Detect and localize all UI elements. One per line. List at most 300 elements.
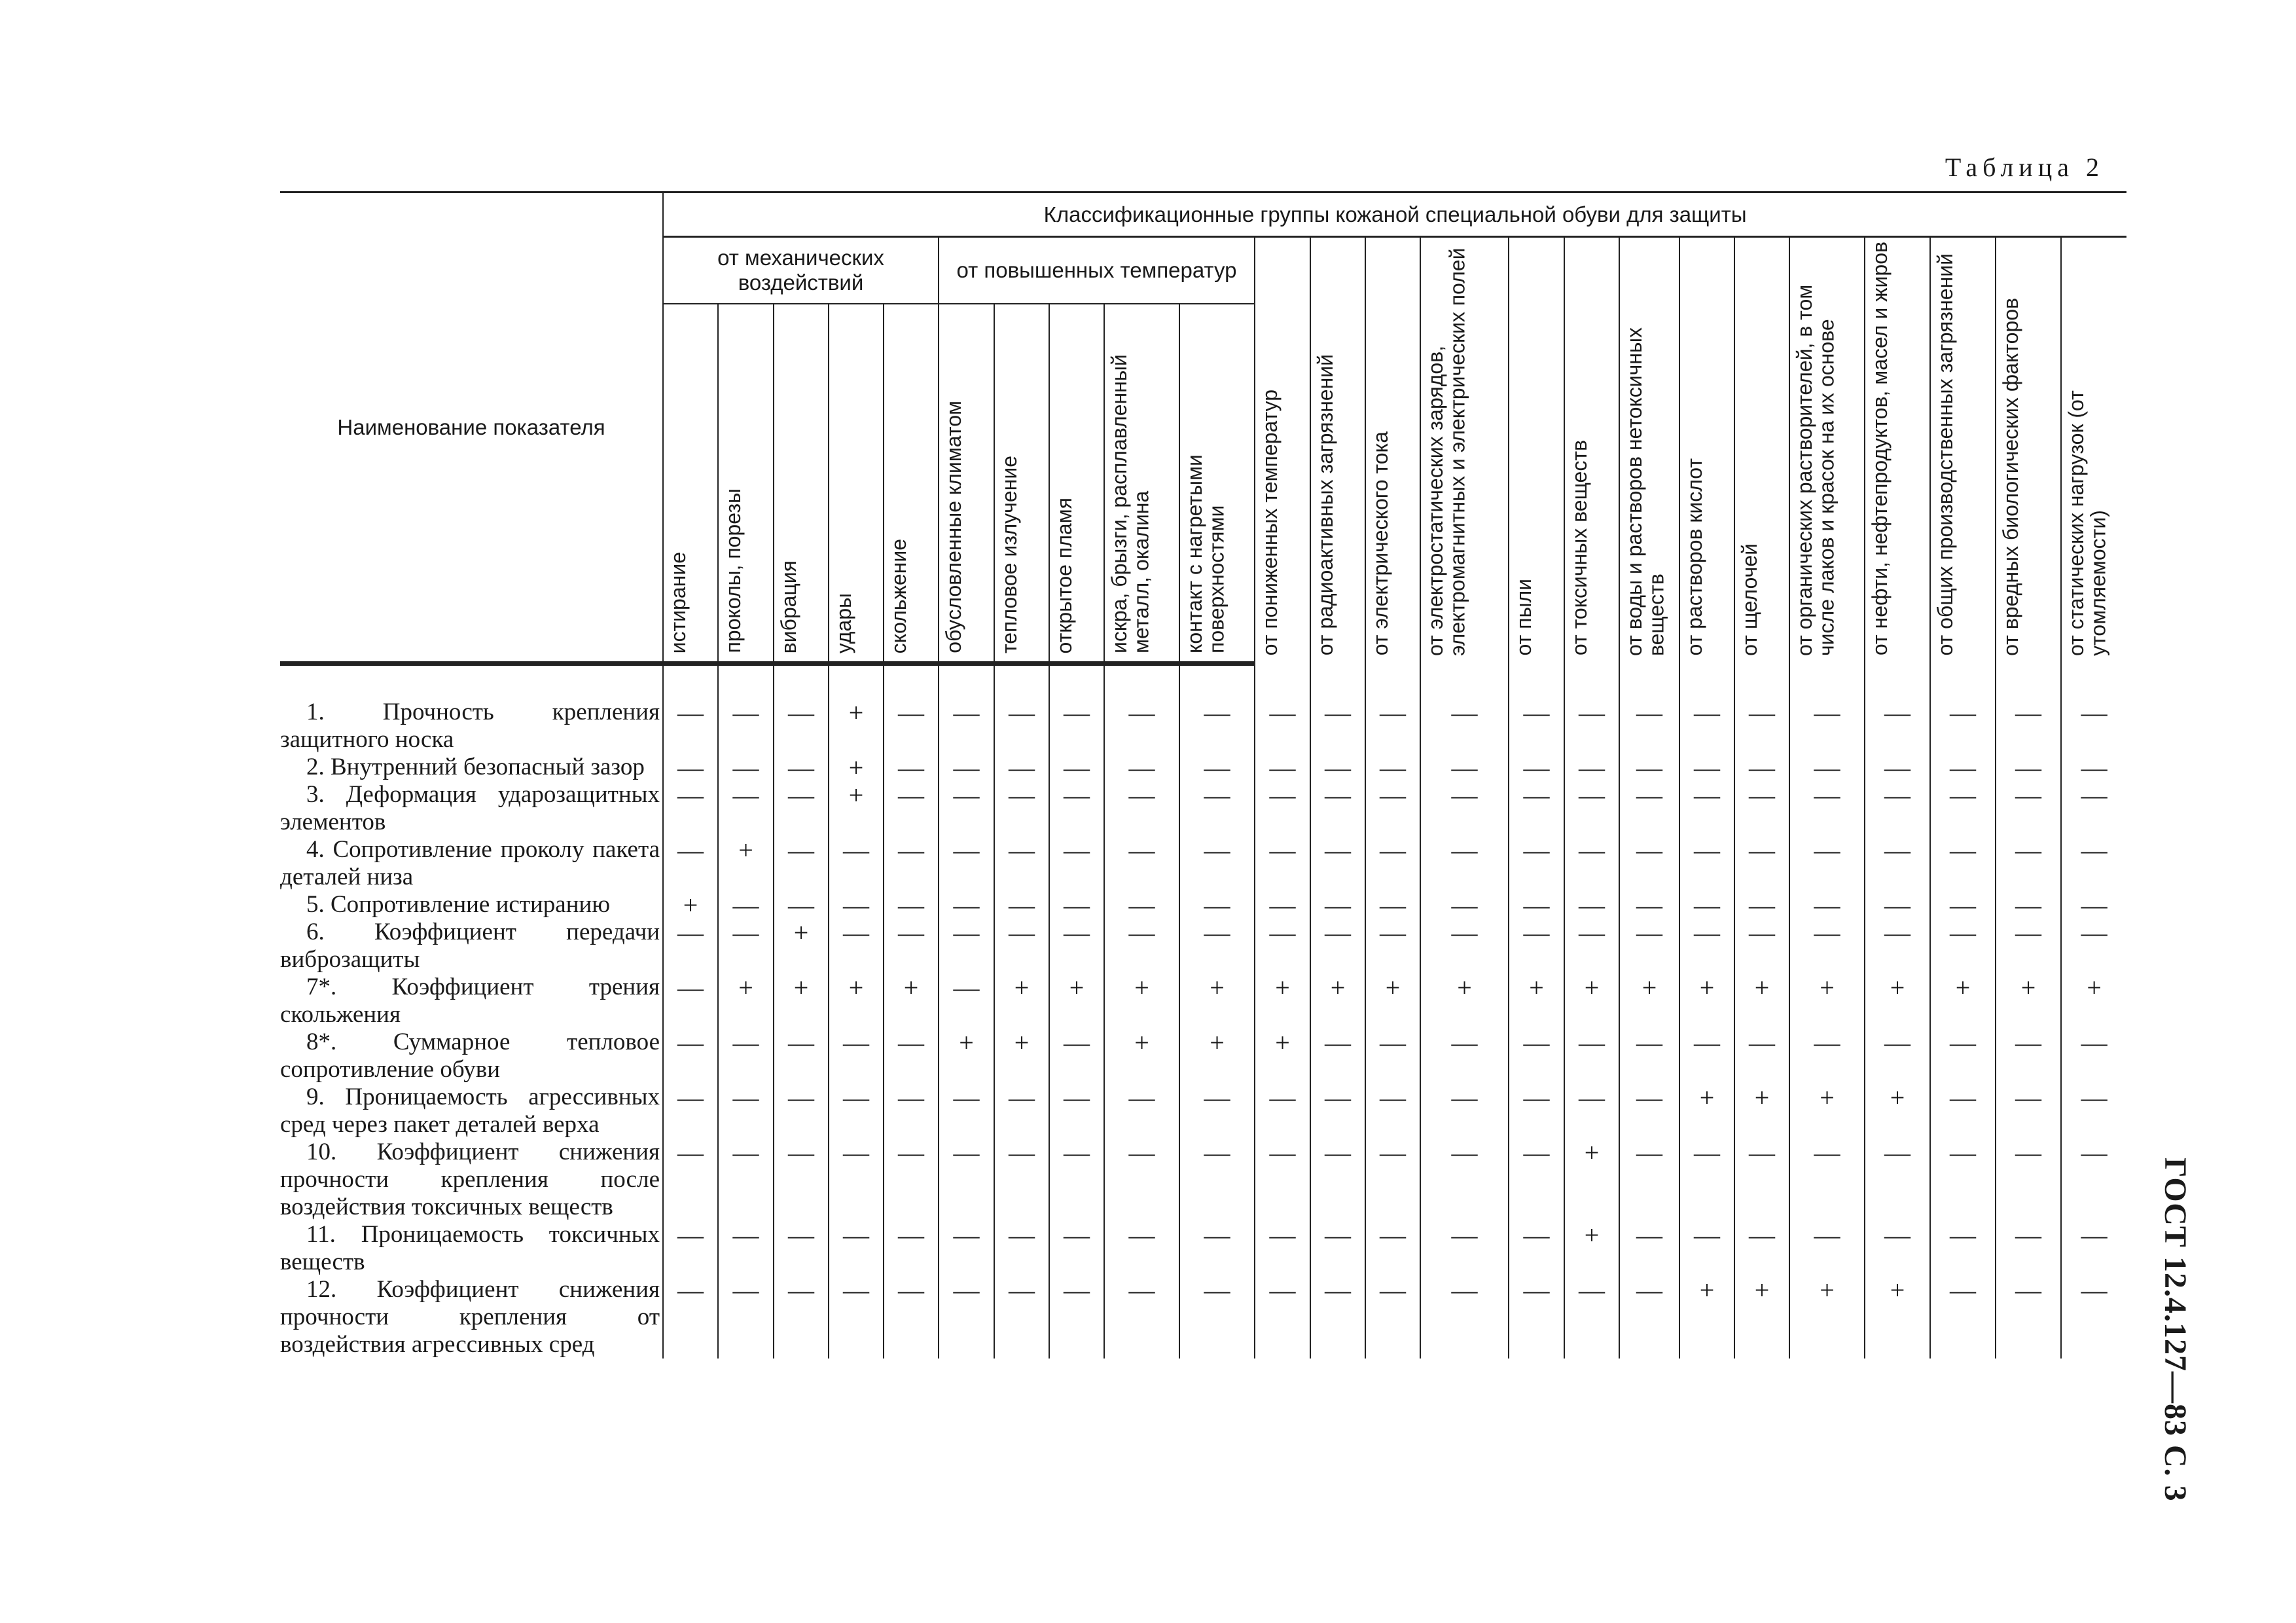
mark-cell: — <box>1679 1221 1734 1276</box>
mark-cell: — <box>1365 919 1420 974</box>
column-header-text: вибрация <box>777 560 800 653</box>
mark-cell: + <box>1734 1276 1789 1359</box>
mark-cell: — <box>1310 919 1365 974</box>
mark-cell: — <box>994 699 1049 754</box>
mark-cell: + <box>1865 1276 1930 1359</box>
table-row <box>280 891 2126 919</box>
mark-cell: — <box>939 754 994 781</box>
mark-cell: — <box>829 891 884 919</box>
mark-cell: — <box>718 1221 774 1276</box>
classification-table <box>280 191 2126 1359</box>
mark-cell: + <box>774 974 829 1029</box>
column-header-12 <box>1310 237 1365 664</box>
mark-cell: — <box>1509 781 1564 836</box>
mark-cell: — <box>1049 891 1104 919</box>
mark-cell: — <box>718 699 774 754</box>
mark-cell: — <box>1104 699 1179 754</box>
mark-cell: + <box>1049 974 1104 1029</box>
table-row <box>280 1084 2126 1139</box>
mark-cell: — <box>1049 781 1104 836</box>
table-row <box>280 1221 2126 1276</box>
row-indicator-name <box>280 1029 663 1084</box>
mark-cell: — <box>1255 1221 1310 1276</box>
mark-cell: — <box>663 699 718 754</box>
mark-cell: + <box>774 919 829 974</box>
mark-cell: — <box>1310 1139 1365 1221</box>
mark-cell: — <box>2061 891 2126 919</box>
mark-cell: — <box>1930 781 1996 836</box>
mark-cell: — <box>1930 1221 1996 1276</box>
column-header-4 <box>829 304 884 664</box>
mark-cell: — <box>1509 754 1564 781</box>
mark-cell: — <box>1619 699 1679 754</box>
mark-cell: — <box>939 1221 994 1276</box>
mark-cell: — <box>663 781 718 836</box>
mark-cell: — <box>1255 699 1310 754</box>
mark-cell: — <box>774 699 829 754</box>
mark-cell: — <box>1365 754 1420 781</box>
mark-cell: — <box>829 919 884 974</box>
mark-cell: — <box>994 1084 1049 1139</box>
mark-cell: — <box>1679 1139 1734 1221</box>
mark-cell: — <box>1179 919 1255 974</box>
mark-cell: — <box>663 919 718 974</box>
mark-cell: — <box>939 1139 994 1221</box>
mark-cell: + <box>994 974 1049 1029</box>
mark-cell: — <box>1104 1221 1179 1276</box>
table-row <box>280 919 2126 974</box>
mark-cell: — <box>2061 1139 2126 1221</box>
mark-cell: — <box>1509 891 1564 919</box>
mark-cell: — <box>1865 699 1930 754</box>
standard-side-label: ГОСТ 12.4.127—83 С. 3 <box>2158 1158 2193 1502</box>
mark-cell: + <box>1104 1029 1179 1084</box>
mark-cell: — <box>663 836 718 891</box>
mark-cell: — <box>1255 836 1310 891</box>
column-header-text: открытое пламя <box>1052 497 1076 653</box>
column-header-text: искра, брызги, расплавленный металл, окалина <box>1107 354 1153 653</box>
mark-cell: — <box>663 754 718 781</box>
mark-cell: — <box>1049 699 1104 754</box>
mark-cell: — <box>939 699 994 754</box>
mark-cell: — <box>1509 919 1564 974</box>
mark-cell: — <box>774 781 829 836</box>
row-indicator-name <box>280 974 663 1029</box>
mark-cell: — <box>1789 699 1865 754</box>
mark-cell: — <box>1420 919 1509 974</box>
mark-cell: — <box>939 836 994 891</box>
mark-cell: — <box>1789 836 1865 891</box>
row-indicator-name <box>280 781 663 836</box>
column-header-text: удары <box>832 593 855 653</box>
mark-cell: — <box>1930 919 1996 974</box>
mark-cell: — <box>1365 699 1420 754</box>
mark-cell: + <box>1679 974 1734 1029</box>
mark-cell: — <box>1996 754 2061 781</box>
column-header-11 <box>1255 237 1310 664</box>
mark-cell: + <box>829 974 884 1029</box>
mark-cell: + <box>1564 1221 1619 1276</box>
mark-cell: — <box>1049 754 1104 781</box>
mark-cell: — <box>1996 781 2061 836</box>
column-header-24 <box>2061 237 2126 664</box>
column-header-9 <box>1104 304 1179 664</box>
mark-cell: — <box>1365 1221 1420 1276</box>
mark-cell: — <box>1679 754 1734 781</box>
row-indicator-text: 10. Коэффициент снижения прочности крепления после воздействия токсичных веществ <box>280 1139 660 1220</box>
table-row <box>280 699 2126 754</box>
column-header-10 <box>1179 304 1255 664</box>
column-header-text: контакт с нагретыми поверхностями <box>1183 454 1229 653</box>
mark-cell: + <box>1789 1084 1865 1139</box>
mark-cell: + <box>829 699 884 754</box>
mark-cell: — <box>1996 1139 2061 1221</box>
column-header-text: от органических растворителей, в том числе лаков и красок на их основе <box>1793 284 1839 656</box>
row-indicator-text: 9. Проницаемость агрессивных сред через пакет деталей верха <box>280 1084 660 1138</box>
mark-cell: + <box>1930 974 1996 1029</box>
header-spacer <box>280 664 2126 699</box>
mark-cell: — <box>1179 836 1255 891</box>
mark-cell: + <box>1734 1084 1789 1139</box>
mark-cell: — <box>1619 891 1679 919</box>
mark-cell: — <box>1996 891 2061 919</box>
mark-cell: — <box>994 1139 1049 1221</box>
mark-cell: — <box>1420 1084 1509 1139</box>
column-header-8 <box>1049 304 1104 664</box>
mark-cell: — <box>663 1139 718 1221</box>
mark-cell: — <box>774 1139 829 1221</box>
mark-cell: — <box>1865 836 1930 891</box>
mark-cell: — <box>2061 1221 2126 1276</box>
mark-cell: — <box>1179 781 1255 836</box>
mark-cell: — <box>829 1139 884 1221</box>
mark-cell: + <box>1179 974 1255 1029</box>
mark-cell: — <box>1619 754 1679 781</box>
mark-cell: + <box>1865 1084 1930 1139</box>
row-indicator-name <box>280 891 663 919</box>
mark-cell: + <box>718 974 774 1029</box>
mark-cell: + <box>884 974 939 1029</box>
mark-cell: — <box>718 1276 774 1359</box>
mark-cell: — <box>1789 781 1865 836</box>
column-header-19 <box>1734 237 1789 664</box>
mark-cell: + <box>1310 974 1365 1029</box>
mark-cell: — <box>1734 1221 1789 1276</box>
mark-cell: + <box>994 1029 1049 1084</box>
mark-cell: — <box>1564 1029 1619 1084</box>
table-row <box>280 1276 2126 1359</box>
mark-cell: + <box>1789 1276 1865 1359</box>
group-header-mechanical-text: от механических воздействий <box>717 246 884 295</box>
mark-cell: — <box>1619 1139 1679 1221</box>
column-header-text: от радиоактивных загрязнений <box>1314 354 1337 656</box>
mark-cell: — <box>1104 836 1179 891</box>
mark-cell: — <box>774 1276 829 1359</box>
mark-cell: — <box>663 974 718 1029</box>
mark-cell: — <box>1619 1029 1679 1084</box>
mark-cell: — <box>1049 1139 1104 1221</box>
mark-cell: — <box>884 1221 939 1276</box>
group-header-temperature <box>939 237 1255 304</box>
mark-cell: + <box>1734 974 1789 1029</box>
mark-cell: — <box>1104 1276 1179 1359</box>
mark-cell: + <box>1679 1276 1734 1359</box>
mark-cell: — <box>1930 891 1996 919</box>
mark-cell: — <box>939 1276 994 1359</box>
mark-cell: — <box>1255 1139 1310 1221</box>
mark-cell: — <box>1789 891 1865 919</box>
column-header-text: от вредных биологических факторов <box>1999 297 2022 656</box>
name-column-header-text: Наименование показателя <box>337 414 605 439</box>
mark-cell: — <box>718 781 774 836</box>
mark-cell: — <box>1310 699 1365 754</box>
mark-cell: — <box>1509 699 1564 754</box>
mark-cell: — <box>718 1139 774 1221</box>
mark-cell: — <box>1679 699 1734 754</box>
mark-cell: — <box>2061 1084 2126 1139</box>
column-header-text: от пониженных температур <box>1258 390 1282 656</box>
mark-cell: — <box>2061 754 2126 781</box>
mark-cell: — <box>1865 754 1930 781</box>
mark-cell: — <box>1179 699 1255 754</box>
mark-cell: + <box>1255 1029 1310 1084</box>
column-header-1 <box>663 304 718 664</box>
mark-cell: — <box>1310 1029 1365 1084</box>
mark-cell: + <box>939 1029 994 1084</box>
mark-cell: + <box>663 891 718 919</box>
mark-cell: — <box>1179 891 1255 919</box>
mark-cell: — <box>2061 781 2126 836</box>
mark-cell: — <box>1734 781 1789 836</box>
column-header-text: проколы, порезы <box>721 488 745 653</box>
mark-cell: — <box>939 891 994 919</box>
mark-cell: — <box>829 1084 884 1139</box>
mark-cell: — <box>939 781 994 836</box>
mark-cell: + <box>1104 974 1179 1029</box>
mark-cell: — <box>1789 1139 1865 1221</box>
column-header-6 <box>939 304 994 664</box>
mark-cell: — <box>1930 699 1996 754</box>
table-row <box>280 974 2126 1029</box>
mark-cell: — <box>1310 1084 1365 1139</box>
row-indicator-text: 5. Сопротивление истиранию <box>306 891 610 918</box>
mark-cell: — <box>1420 836 1509 891</box>
mark-cell: — <box>994 919 1049 974</box>
mark-cell: — <box>663 1084 718 1139</box>
mark-cell: — <box>1509 1276 1564 1359</box>
mark-cell: — <box>1365 1029 1420 1084</box>
mark-cell: — <box>1679 919 1734 974</box>
mark-cell: — <box>1509 1084 1564 1139</box>
mark-cell: + <box>1564 1139 1619 1221</box>
column-header-text: от пыли <box>1512 578 1535 656</box>
mark-cell: — <box>1930 754 1996 781</box>
mark-cell: — <box>1865 1139 1930 1221</box>
mark-cell: — <box>884 919 939 974</box>
column-header-18 <box>1679 237 1734 664</box>
column-header-text: от общих производственных загрязнений <box>1933 253 1957 656</box>
mark-cell: — <box>1564 754 1619 781</box>
mark-cell: — <box>1420 891 1509 919</box>
mark-cell: — <box>1179 1276 1255 1359</box>
mark-cell: — <box>994 781 1049 836</box>
mark-cell: — <box>718 919 774 974</box>
column-header-14 <box>1420 237 1509 664</box>
mark-cell: — <box>774 754 829 781</box>
group-header-mechanical <box>663 237 939 304</box>
mark-cell: — <box>1310 1221 1365 1276</box>
mark-cell: + <box>1509 974 1564 1029</box>
mark-cell: — <box>1420 699 1509 754</box>
mark-cell: — <box>1365 891 1420 919</box>
mark-cell: — <box>663 1029 718 1084</box>
mark-cell: + <box>1420 974 1509 1029</box>
mark-cell: — <box>1049 1276 1104 1359</box>
mark-cell: — <box>1420 1139 1509 1221</box>
mark-cell: — <box>1509 1221 1564 1276</box>
mark-cell: — <box>1365 1084 1420 1139</box>
mark-cell: — <box>994 1221 1049 1276</box>
mark-cell: — <box>829 1221 884 1276</box>
column-header-text: скольжение <box>887 538 910 653</box>
mark-cell: — <box>884 1084 939 1139</box>
mark-cell: — <box>1104 1084 1179 1139</box>
mark-cell: — <box>663 1276 718 1359</box>
row-indicator-text: 11. Проницаемость токсичных веществ <box>280 1221 660 1275</box>
mark-cell: — <box>1255 891 1310 919</box>
group-header-temperature-text: от повышенных температур <box>956 258 1237 283</box>
mark-cell: — <box>1104 891 1179 919</box>
mark-cell: — <box>1789 1029 1865 1084</box>
column-header-23 <box>1996 237 2061 664</box>
mark-cell: — <box>1255 1276 1310 1359</box>
mark-cell: — <box>1420 1029 1509 1084</box>
row-indicator-text: 3. Деформация ударозащитных элементов <box>280 781 660 835</box>
column-header-22 <box>1930 237 1996 664</box>
mark-cell: — <box>1509 836 1564 891</box>
mark-cell: — <box>1564 891 1619 919</box>
mark-cell: — <box>994 754 1049 781</box>
mark-cell: — <box>1679 781 1734 836</box>
mark-cell: — <box>1420 781 1509 836</box>
mark-cell: + <box>1179 1029 1255 1084</box>
mark-cell: — <box>774 891 829 919</box>
table-row <box>280 1139 2126 1221</box>
column-header-text: от нефти, нефтепродуктов, масел и жиров <box>1868 242 1892 656</box>
mark-cell: — <box>1049 1029 1104 1084</box>
row-indicator-name <box>280 754 663 781</box>
column-header-text: истирание <box>666 551 690 653</box>
mark-cell: — <box>1179 1139 1255 1221</box>
row-indicator-name <box>280 1084 663 1139</box>
mark-cell: — <box>1679 1029 1734 1084</box>
row-indicator-text: 4. Сопротивление проколу пакета деталей низа <box>280 836 660 890</box>
mark-cell: — <box>1865 1221 1930 1276</box>
mark-cell: — <box>1564 1276 1619 1359</box>
mark-cell: — <box>2061 919 2126 974</box>
column-header-17 <box>1619 237 1679 664</box>
column-header-15 <box>1509 237 1564 664</box>
mark-cell: — <box>718 754 774 781</box>
mark-cell: — <box>1310 891 1365 919</box>
mark-cell: — <box>1104 781 1179 836</box>
mark-cell: — <box>1310 836 1365 891</box>
table-caption: Таблица 2 <box>1945 153 2104 182</box>
mark-cell: — <box>939 974 994 1029</box>
mark-cell: + <box>1619 974 1679 1029</box>
mark-cell: — <box>1865 919 1930 974</box>
mark-cell: — <box>1865 891 1930 919</box>
row-indicator-text: 2. Внутренний безопасный зазор <box>306 754 645 780</box>
mark-cell: — <box>2061 836 2126 891</box>
mark-cell: + <box>1679 1084 1734 1139</box>
mark-cell: — <box>1255 781 1310 836</box>
column-header-20 <box>1789 237 1865 664</box>
column-header-16 <box>1564 237 1619 664</box>
mark-cell: — <box>884 781 939 836</box>
mark-cell: — <box>1679 836 1734 891</box>
mark-cell: + <box>1996 974 2061 1029</box>
mark-cell: + <box>829 754 884 781</box>
mark-cell: — <box>1104 754 1179 781</box>
table-row <box>280 836 2126 891</box>
mark-cell: — <box>1734 919 1789 974</box>
mark-cell: — <box>1789 754 1865 781</box>
row-indicator-text: 12. Коэффициент снижения прочности крепления от воздействия агрессивных сред <box>280 1276 660 1358</box>
mark-cell: — <box>1365 1276 1420 1359</box>
mark-cell: — <box>994 836 1049 891</box>
mark-cell: — <box>1734 1029 1789 1084</box>
mark-cell: — <box>1365 781 1420 836</box>
mark-cell: — <box>1734 754 1789 781</box>
mark-cell: — <box>994 891 1049 919</box>
classification-header <box>663 192 2126 237</box>
mark-cell: — <box>884 699 939 754</box>
column-header-text: от растворов кислот <box>1683 458 1706 656</box>
mark-cell: — <box>1734 836 1789 891</box>
mark-cell: — <box>1930 1029 1996 1084</box>
column-header-text: от электрического тока <box>1369 431 1392 656</box>
mark-cell: — <box>1104 919 1179 974</box>
mark-cell: — <box>1734 699 1789 754</box>
column-header-text: от щелочей <box>1738 543 1761 656</box>
mark-cell: — <box>1179 1221 1255 1276</box>
column-header-2 <box>718 304 774 664</box>
mark-cell: — <box>829 1276 884 1359</box>
mark-cell: — <box>1996 1221 2061 1276</box>
mark-cell: — <box>718 891 774 919</box>
row-indicator-name <box>280 919 663 974</box>
mark-cell: — <box>994 1276 1049 1359</box>
mark-cell: — <box>1619 1084 1679 1139</box>
classification-header-text: Классификационные группы кожаной специальной обуви для защиты <box>1043 202 1747 227</box>
column-header-21 <box>1865 237 1930 664</box>
mark-cell: + <box>829 781 884 836</box>
mark-cell: — <box>1930 1084 1996 1139</box>
mark-cell: — <box>1310 754 1365 781</box>
mark-cell: — <box>1996 919 2061 974</box>
mark-cell: — <box>1619 919 1679 974</box>
mark-cell: — <box>1255 919 1310 974</box>
mark-cell: — <box>2061 699 2126 754</box>
mark-cell: — <box>774 1084 829 1139</box>
mark-cell: — <box>1734 891 1789 919</box>
row-indicator-name <box>280 1221 663 1276</box>
mark-cell: — <box>1996 699 2061 754</box>
mark-cell: — <box>2061 1276 2126 1359</box>
mark-cell: — <box>1865 1029 1930 1084</box>
mark-cell: + <box>1564 974 1619 1029</box>
